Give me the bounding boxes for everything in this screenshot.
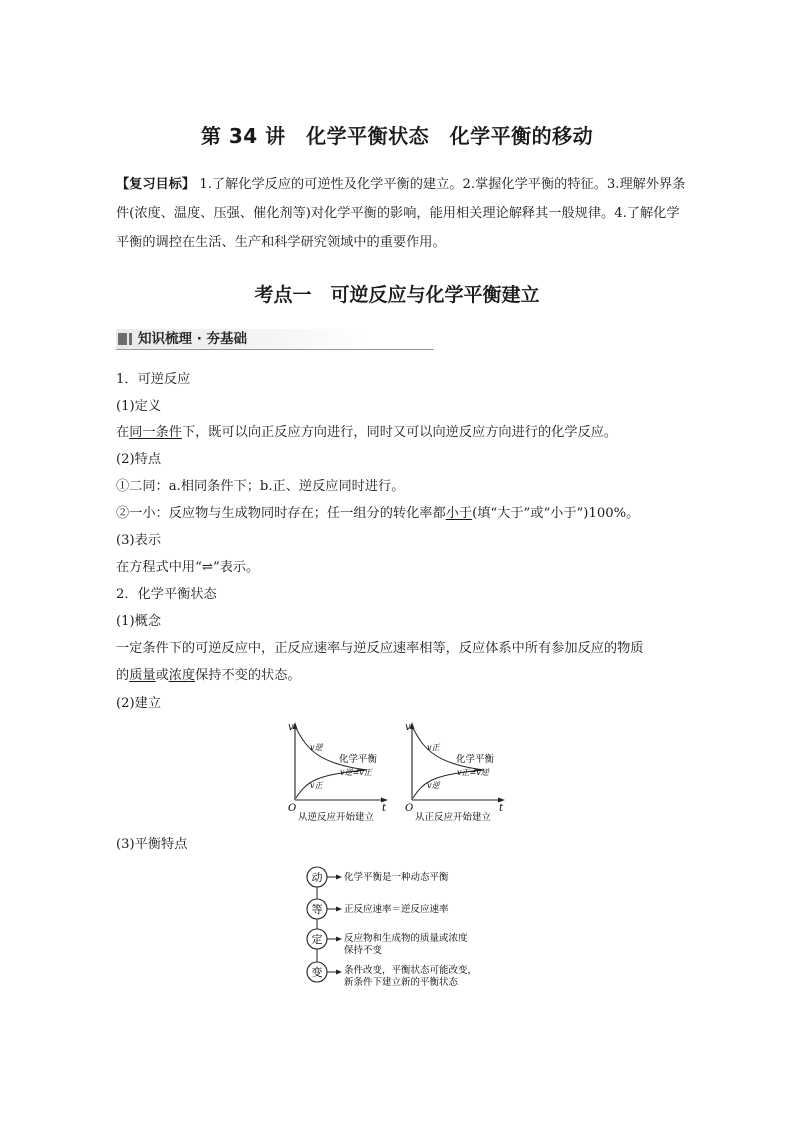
y-axis-label: v (288, 722, 294, 733)
feature-part: ②一小：反应物与生成物同时存在；任一组分的转化率都 (116, 506, 446, 521)
representation-part: 在方程式中用“ (116, 560, 202, 575)
x-axis-arrow-icon (381, 798, 388, 803)
equilibrium-title: 化学平衡 (456, 754, 495, 765)
objectives-text: 1.了解化学反应的可逆性及化学平衡的建立。2.掌握化学平衡的特征。3.理解外界条件(浓度、温度、压强、催化剂等)对化学平衡的影响，能用相关理论解释其一般规律。4.了解化学平衡的调控在生活、生产和科学研究领域中的重要作用。 (116, 177, 686, 250)
knowledge-banner (116, 329, 434, 350)
representation-part: ”表示。 (212, 560, 260, 575)
concept-part: 保持不变的状态。 (195, 668, 301, 683)
reversible-arrow-symbol: ⇌ (201, 560, 213, 575)
heading-equilibrium-state: 2．化学平衡状态 (116, 587, 217, 602)
feature-one-small (116, 505, 639, 523)
subheading-establishment: (2)建立 (116, 696, 162, 711)
banner-marker-bar-icon (129, 333, 132, 345)
concept-answer-concentration: 浓度 (168, 668, 196, 683)
upper-curve-label: v逆 (310, 743, 323, 752)
feature-node-constant (307, 929, 468, 956)
feature-node-dynamic (307, 867, 449, 887)
x-axis-label: t (382, 803, 387, 814)
arrow-head-icon (336, 937, 342, 942)
definition-part: 下，既可以向正反应方向进行，同时又可以向逆反应方向进行的化学反应。 (181, 425, 618, 440)
section-title: 考点一 可逆反应与化学平衡建立 (254, 284, 540, 306)
subheading-features: (2)特点 (116, 452, 162, 467)
feature-answer: 小于 (445, 506, 473, 521)
graph-caption: 从正反应开始建立 (415, 812, 492, 823)
representation-text (116, 559, 259, 577)
concept-text-line2 (116, 667, 301, 685)
node-char: 变 (311, 966, 323, 979)
feature-node-equal (307, 899, 449, 919)
banner-label: 知识梳理 · 夯基础 (138, 331, 248, 347)
feature-two-same: ①二同：a.相同条件下；b.正、逆反应同时进行。 (116, 479, 405, 494)
definition-text (116, 424, 617, 442)
concept-part: 的 (116, 668, 130, 683)
lower-curve-label: v逆 (427, 781, 440, 790)
concept-part: 或 (155, 668, 169, 683)
node-desc: 化学平衡是一种动态平衡 (344, 872, 449, 883)
node-char: 等 (311, 903, 323, 916)
feature-node-change (307, 962, 477, 988)
node-desc: 正反应速率＝逆反应速率 (344, 904, 449, 915)
arrow-head-icon (336, 907, 342, 912)
lower-curve-label: v正 (310, 781, 323, 790)
subheading-characteristics: (3)平衡特点 (116, 837, 188, 852)
equilibrium-title: 化学平衡 (339, 754, 378, 765)
equilibrium-relation: v正=v逆 (457, 768, 489, 777)
node-desc: 条件改变，平衡状态可能改变， (344, 965, 478, 976)
banner-marker-icon (118, 333, 127, 345)
x-axis-arrow-icon (498, 798, 505, 803)
definition-part: 在 (116, 425, 130, 440)
definition-answer: 同一条件 (129, 425, 182, 440)
equilibrium-relation: v逆=v正 (340, 768, 372, 777)
node-desc: 反应物和生成物的质量或浓度 (344, 933, 468, 944)
graph-caption: 从逆反应开始建立 (298, 812, 375, 823)
heading-reversible-reaction: 1．可逆反应 (116, 372, 191, 387)
lesson-title: 第 34 讲 化学平衡状态 化学平衡的移动 (200, 124, 594, 148)
node-char: 定 (311, 933, 323, 946)
subheading-concept: (1)概念 (116, 614, 162, 629)
origin-label: O (288, 803, 297, 814)
objectives-label: 【复习目标】 (116, 177, 196, 192)
origin-label: O (405, 803, 414, 814)
subheading-definition: (1)定义 (116, 399, 162, 414)
concept-answer-mass: 质量 (129, 668, 156, 683)
arrow-head-icon (336, 875, 342, 880)
graph-from-reverse (285, 720, 395, 828)
review-objectives (116, 170, 686, 257)
node-desc: 新条件下建立新的平衡状态 (344, 977, 459, 988)
node-desc: 保持不变 (344, 945, 383, 956)
feature-part: (填“大于”或“小于”)100%。 (472, 506, 640, 521)
concept-text-line1: 一定条件下的可逆反应中，正反应速率与逆反应速率相等，反应体系中所有参加反应的物质 (116, 641, 644, 656)
subheading-representation: (3)表示 (116, 533, 162, 548)
upper-curve-label: v正 (427, 743, 440, 752)
graph-from-forward (402, 720, 512, 828)
y-axis-label: v (405, 722, 411, 733)
node-char: 动 (311, 871, 323, 884)
x-axis-label: t (499, 803, 504, 814)
equilibrium-characteristics-diagram (300, 860, 500, 994)
arrow-head-icon (336, 970, 342, 975)
